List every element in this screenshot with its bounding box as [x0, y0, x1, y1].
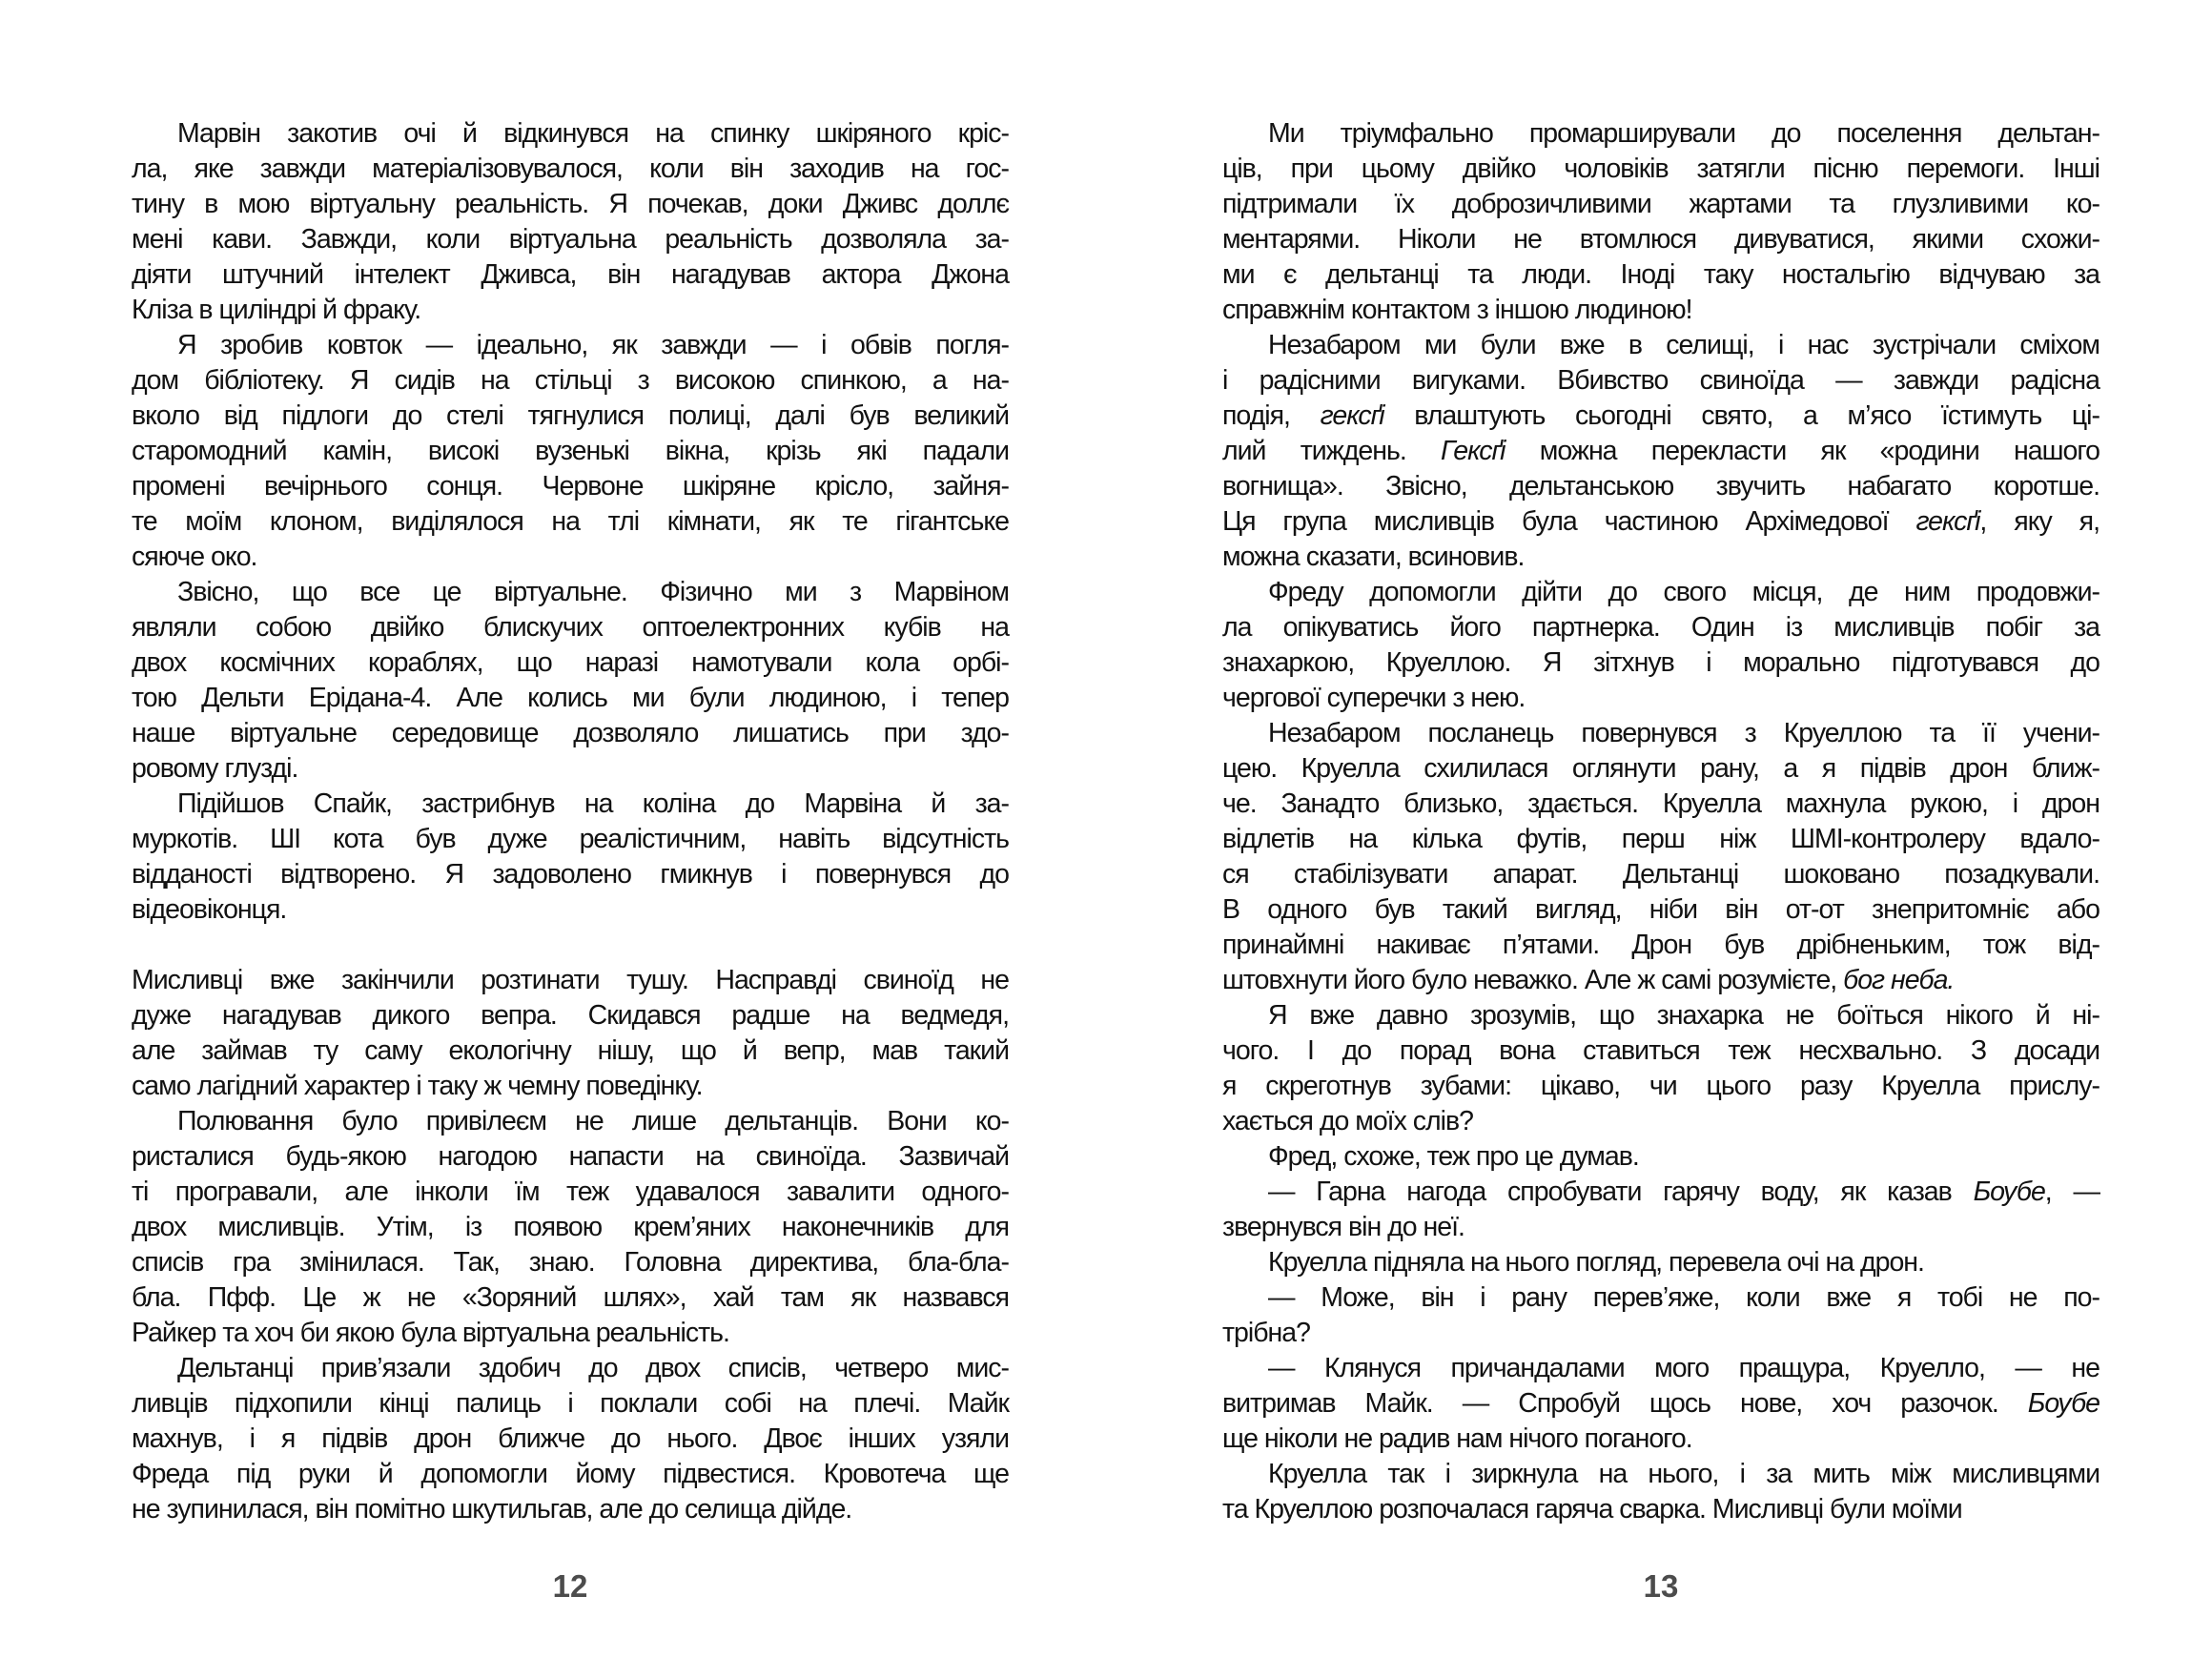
text-run: тину в мою віртуальну реальність. Я почекав, доки Дживс доллє [132, 189, 1009, 219]
text-run: ментарями. Ніколи не втомлюся дивуватися, якими схожи- [1222, 224, 2099, 255]
text-line [1222, 1422, 2099, 1457]
text-line [132, 187, 1009, 222]
text-line [1222, 1386, 2099, 1422]
text-line [1222, 187, 2099, 222]
text-line [132, 540, 1009, 575]
page-number-left: 12 [552, 1568, 588, 1604]
text-line [132, 857, 1009, 892]
paragraph [1222, 716, 2099, 998]
text-line [132, 716, 1009, 751]
text-run: — Може, він і рану перев’яже, коли вже я тобі не по- [1268, 1282, 2099, 1313]
text-line [132, 152, 1009, 187]
text-line [1222, 681, 2099, 716]
text-run: само лагідний характер і таку ж чемну поведінку. [132, 1071, 703, 1101]
text-line [132, 645, 1009, 681]
text-run: Мисливці вже закінчили розтинати тушу. Насправді свиноїд не [132, 965, 1009, 995]
text-run: вогнища». Звісно, дельтанською звучить набагато коротше. [1222, 471, 2099, 501]
text-run: відданості відтворено. Я задоволено гмикнув і повернувся до [132, 859, 1009, 890]
text-line [1222, 575, 2099, 610]
text-line [1222, 469, 2099, 504]
text-line [132, 1386, 1009, 1422]
text-line [132, 116, 1009, 152]
text-run: звернувся він до неї. [1222, 1212, 1464, 1242]
text-line [132, 610, 1009, 645]
text-run: Я зробив ковток — ідеально, як завжди — і обвів погля- [177, 330, 1009, 360]
text-run: подія, [1222, 400, 1321, 431]
text-run: Звісно, що все це віртуальне. Фізично ми з Марвіном [177, 577, 1009, 607]
text-line [1222, 645, 2099, 681]
text-line [1222, 222, 2099, 257]
text-run: ровому глузді. [132, 753, 298, 784]
text-line [132, 399, 1009, 434]
text-run: Кліза в циліндрі й фраку. [132, 295, 421, 325]
text-run: не зупинилася, він помітно шкутильгав, але до селища дійде. [132, 1494, 852, 1525]
text-line [132, 892, 1009, 928]
text-run: Круелла підняла на нього погляд, перевела очі на дрон. [1268, 1247, 1924, 1278]
paragraph [1222, 1245, 2099, 1280]
text-run: те моїм клоном, виділялося на тлі кімнати, як те гігантське [132, 506, 1009, 537]
text-line [1222, 1245, 2099, 1280]
text-run: ся стабілізувати апарат. Дельтанці шоковано позадкували. [1222, 859, 2099, 890]
text-run: Ми тріумфально промарширували до поселення дельтан- [1268, 118, 2099, 149]
text-run: я скреготнув зубами: цікаво, чи цього разу Круелла прислу- [1222, 1071, 2099, 1101]
text-run: ців, при цьому двійко чоловіків затягли пісню перемоги. Інші [1222, 153, 2099, 184]
text-run: махнув, і я підвів дрон ближче до нього. Двоє інших узяли [132, 1423, 1009, 1454]
text-line [132, 822, 1009, 857]
text-run: справжнім контактом з іншою людиною! [1222, 295, 1692, 325]
text-line [132, 1316, 1009, 1351]
text-run: ті програвали, але інколи їм теж удавалося завалити одного- [132, 1177, 1009, 1207]
text-run-italic: Боубе [1973, 1177, 2045, 1207]
text-run: дом бібліотеку. Я сидів на стільці з високою спинкою, а на- [132, 365, 1009, 396]
text-line [1222, 1457, 2099, 1492]
text-run: ла опікуватись його партнерка. Один із мисливців побіг за [1222, 612, 2099, 643]
text-run: вколо від підлоги до стелі тягнулися полиці, далі був великий [132, 400, 1009, 431]
text-run-italic: гексґі [1915, 506, 1980, 537]
text-run: можна перекласти як «родини нашого [1505, 436, 2099, 466]
paragraph [132, 1351, 1009, 1527]
text-line [1222, 1280, 2099, 1316]
text-run: муркотів. ШІ кота був дуже реалістичним, навіть відсутність [132, 824, 1009, 854]
text-line [1222, 152, 2099, 187]
paragraph [132, 787, 1009, 928]
text-run: бла. Пфф. Це ж не «Зоряний шлях», хай там як назвався [132, 1282, 1009, 1313]
text-run: сяюче око. [132, 542, 257, 572]
text-run: — Клянуся причандалами мого пращура, Круелло, — не [1268, 1353, 2099, 1383]
text-run: Марвін закотив очі й відкинувся на спинку шкіряного кріс- [177, 118, 1009, 149]
text-line [1222, 1069, 2099, 1104]
text-line [132, 504, 1009, 540]
text-run-italic: Боубе [2027, 1388, 2099, 1419]
page-left-text [132, 116, 1009, 1527]
text-line [132, 1492, 1009, 1527]
text-line [132, 998, 1009, 1033]
text-line [132, 1245, 1009, 1280]
text-run: Фред, схоже, теж про це думав. [1268, 1141, 1639, 1172]
text-run: відлетів на кілька футів, перш ніж ШМІ-контролеру вдало- [1222, 824, 2099, 854]
paragraph [132, 963, 1009, 1104]
text-run: чергової суперечки з нею. [1222, 683, 1526, 713]
text-run: штовхнути його було неважко. Але ж самі розумієте, [1222, 965, 1844, 995]
text-line [1222, 1033, 2099, 1069]
text-run: старомодний камін, високі вузенькі вікна, крізь які падали [132, 436, 1009, 466]
text-line [132, 1457, 1009, 1492]
text-run: , — [2044, 1177, 2099, 1207]
text-run: мені кави. Завжди, коли віртуальна реальність дозволяла за- [132, 224, 1009, 255]
text-run: лий тиждень. [1222, 436, 1441, 466]
paragraph [1222, 1457, 2099, 1527]
text-run: дуже нагадував дикого вепра. Скидався радше на ведмедя, [132, 1000, 1009, 1031]
text-run: Фреда під руки й допомогли йому підвестися. Кровотеча ще [132, 1459, 1009, 1489]
text-line [132, 787, 1009, 822]
text-line [1222, 363, 2099, 399]
text-run: списів гра змінилася. Так, знаю. Головна директива, бла-бла- [132, 1247, 1009, 1278]
text-line [1222, 1139, 2099, 1175]
text-run: можна сказати, всиновив. [1222, 542, 1525, 572]
text-run: Незабаром ми були вже в селищі, і нас зустрічали сміхом [1268, 330, 2099, 360]
text-line [1222, 751, 2099, 787]
text-run: ла, яке завжди матеріалізовувалося, коли він заходив на гос- [132, 153, 1009, 184]
paragraph [1222, 1175, 2099, 1245]
text-run: являли собою двійко блискучих оптоелектронних кубів на [132, 612, 1009, 643]
text-line [132, 257, 1009, 293]
text-run: тою Дельти Ерідана-4. Але колись ми були людиною, і тепер [132, 683, 1009, 713]
text-run: витримав Майк. — Спробуй щось нове, хоч разочок. [1222, 1388, 2028, 1419]
text-run: Круелла так і зиркнула на нього, і за мить між мисливцями [1268, 1459, 2099, 1489]
text-run: і радісними вигуками. Вбивство свиноїда — завжди радісна [1222, 365, 2099, 396]
text-line [1222, 892, 2099, 928]
text-line [132, 328, 1009, 363]
text-run: промені вечірнього сонця. Червоне шкіряне крісло, зайня- [132, 471, 1009, 501]
text-line [1222, 293, 2099, 328]
text-line [1222, 857, 2099, 892]
text-line [132, 1422, 1009, 1457]
paragraph [1222, 1280, 2099, 1351]
page-right-text [1222, 116, 2099, 1527]
text-run: Незабаром посланець повернувся з Круеллою та її учени- [1268, 718, 2099, 748]
text-line [132, 469, 1009, 504]
paragraph [132, 328, 1009, 575]
text-run: підтримали їх доброзичливими жартами та глузливими ко- [1222, 189, 2099, 219]
text-run: чого. І до порад вона ставиться теж несхвально. З досади [1222, 1035, 2099, 1066]
text-run: Фреду допомогли дійти до свого місця, де ним продовжи- [1268, 577, 2099, 607]
text-line [1222, 1492, 2099, 1527]
text-line [1222, 928, 2099, 963]
paragraph [1222, 1351, 2099, 1457]
text-line [132, 575, 1009, 610]
text-run-italic: Гексґі [1441, 436, 1505, 466]
text-line [1222, 998, 2099, 1033]
text-line [1222, 328, 2099, 363]
text-run: ристалися будь-якою нагодою напасти на свиноїда. Зазвичай [132, 1141, 1009, 1172]
text-line [1222, 822, 2099, 857]
text-run: наше віртуальне середовище дозволяло лишатись при здо- [132, 718, 1009, 748]
text-run: діяти штучний інтелект Дживса, він нагадував актора Джона [132, 259, 1009, 290]
text-line [1222, 540, 2099, 575]
text-line [132, 1175, 1009, 1210]
paragraph [132, 1104, 1009, 1351]
text-line [1222, 610, 2099, 645]
text-run: В одного був такий вигляд, ніби він от-от знепритомніє або [1222, 894, 2099, 925]
text-run: Підійшов Спайк, застрибнув на коліна до Марвіна й за- [177, 788, 1009, 819]
text-line [132, 434, 1009, 469]
text-run: ми є дельтанці та люди. Іноді таку ностальгію відчуваю за [1222, 259, 2099, 290]
paragraph [1222, 328, 2099, 575]
text-run: ще ніколи не радив нам нічого поганого. [1222, 1423, 1692, 1454]
text-run: че. Занадто близько, здається. Круелла махнула рукою, і дрон [1222, 788, 2099, 819]
text-run: , яку я, [1979, 506, 2099, 537]
text-run: знахаркою, Круеллою. Я зітхнув і морально підготувався до [1222, 647, 2099, 678]
paragraph [1222, 116, 2099, 328]
text-line [1222, 963, 2099, 998]
text-line [132, 681, 1009, 716]
text-line [132, 1069, 1009, 1104]
text-run: Полювання було привілеєм не лише дельтанців. Вони ко- [177, 1106, 1009, 1136]
text-run: відеовіконця. [132, 894, 287, 925]
text-line [1222, 1104, 2099, 1139]
text-run: двох мисливців. Утім, із появою крем’яних наконечників для [132, 1212, 1009, 1242]
paragraph [1222, 1139, 2099, 1175]
text-line [1222, 257, 2099, 293]
text-line [1222, 399, 2099, 434]
text-line [1222, 1316, 2099, 1351]
text-line [132, 1104, 1009, 1139]
text-line [1222, 504, 2099, 540]
text-run: хається до моїх слів? [1222, 1106, 1473, 1136]
text-line [132, 963, 1009, 998]
text-run: Я вже давно зрозумів, що знахарка не боїться нікого й ні- [1268, 1000, 2099, 1031]
text-line [1222, 716, 2099, 751]
text-line [132, 1139, 1009, 1175]
text-line [1222, 787, 2099, 822]
text-line [132, 222, 1009, 257]
text-run: двох космічних кораблях, що наразі намотували кола орбі- [132, 647, 1009, 678]
text-run: — Гарна нагода спробувати гарячу воду, як казав [1268, 1177, 1974, 1207]
text-run: Дельтанці прив’язали здобич до двох списів, четверо мис- [177, 1353, 1009, 1383]
text-line [132, 751, 1009, 787]
text-run: влаштують сьогодні свято, а м’ясо їстимуть ці- [1383, 400, 2099, 431]
text-run: цею. Круелла схилилася оглянути рану, а я підвів дрон ближ- [1222, 753, 2099, 784]
text-run-italic: бог неба. [1843, 965, 1955, 995]
text-run: принаймні накиває п’ятами. Дрон був дрібненьким, тож від- [1222, 930, 2099, 960]
text-run: Ця група мисливців була частиною Архімедової [1222, 506, 1916, 537]
text-line [1222, 434, 2099, 469]
paragraph [132, 575, 1009, 787]
text-line [1222, 1351, 2099, 1386]
paragraph [132, 116, 1009, 328]
text-line [1222, 1175, 2099, 1210]
paragraph [1222, 998, 2099, 1139]
text-line [1222, 116, 2099, 152]
text-line [132, 1280, 1009, 1316]
text-line [1222, 1210, 2099, 1245]
text-line [132, 1351, 1009, 1386]
text-run: але займав ту саму екологічну нішу, що й вепр, мав такий [132, 1035, 1009, 1066]
page-number-right: 13 [1643, 1568, 1679, 1604]
paragraph [1222, 575, 2099, 716]
text-line [132, 293, 1009, 328]
text-line [132, 1033, 1009, 1069]
text-run-italic: гексґі [1320, 400, 1384, 431]
text-run: Райкер та хоч би якою була віртуальна реальність. [132, 1318, 729, 1348]
text-run: трібна? [1222, 1318, 1310, 1348]
text-line [132, 1210, 1009, 1245]
text-line [132, 363, 1009, 399]
text-run: ливців підхопили кінці палиць і поклали собі на плечі. Майк [132, 1388, 1009, 1419]
text-run: та Круеллою розпочалася гаряча сварка. Мисливці були моїми [1222, 1494, 1962, 1525]
